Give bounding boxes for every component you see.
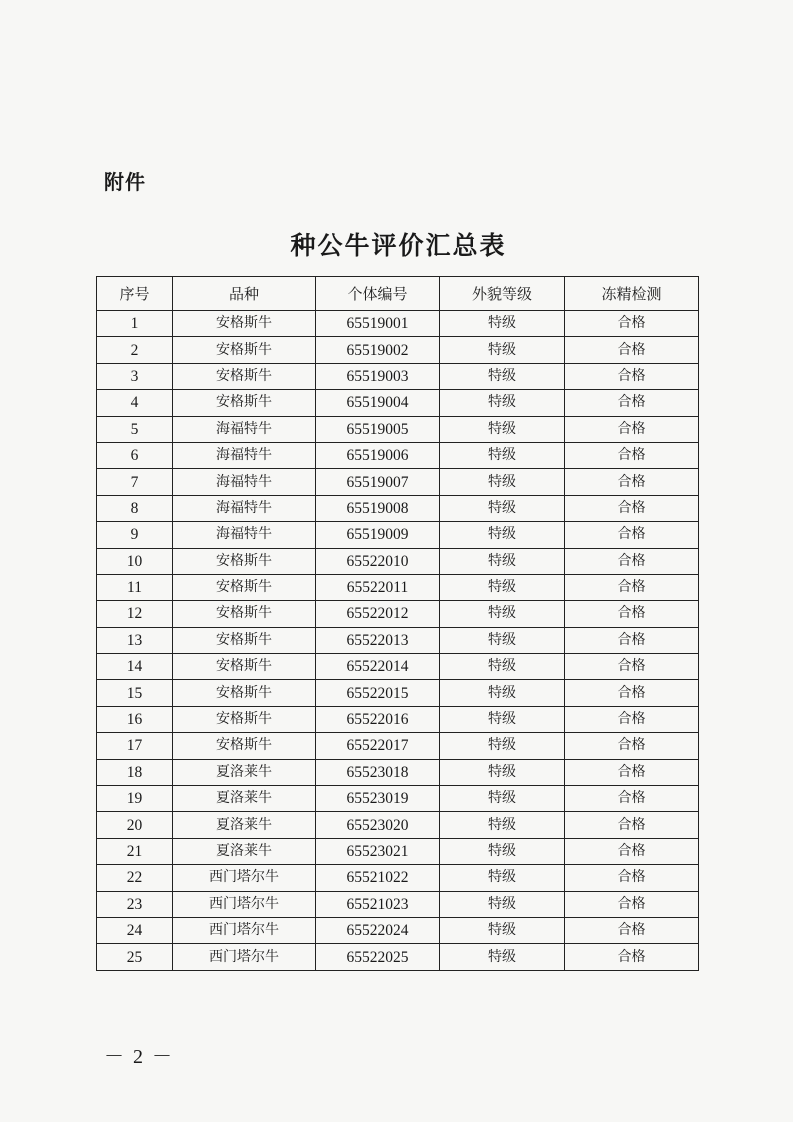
serial-number-cell: 21 (97, 838, 173, 864)
serial-number-cell: 3 (97, 363, 173, 389)
table-row (97, 390, 699, 416)
semen-test-cell: 合格 (565, 495, 699, 521)
table-row (97, 706, 699, 732)
summary-table (96, 276, 699, 971)
individual-id-cell: 65519003 (316, 363, 440, 389)
individual-id-cell: 65522013 (316, 627, 440, 653)
appearance-grade-cell: 特级 (440, 442, 565, 468)
semen-test-cell: 合格 (565, 337, 699, 363)
semen-test-cell: 合格 (565, 416, 699, 442)
semen-test-cell: 合格 (565, 627, 699, 653)
table-row (97, 733, 699, 759)
table-header (97, 277, 699, 311)
table-row (97, 469, 699, 495)
serial-number-cell: 20 (97, 812, 173, 838)
table-row (97, 495, 699, 521)
appearance-grade-cell: 特级 (440, 812, 565, 838)
individual-id-cell: 65519009 (316, 522, 440, 548)
appearance-grade-cell: 特级 (440, 706, 565, 732)
table-row (97, 838, 699, 864)
breed-cell: 海福特牛 (173, 522, 316, 548)
individual-id-cell: 65522015 (316, 680, 440, 706)
breed-cell: 安格斯牛 (173, 390, 316, 416)
individual-id-cell: 65519008 (316, 495, 440, 521)
breed-cell: 安格斯牛 (173, 706, 316, 732)
appearance-grade-cell: 特级 (440, 363, 565, 389)
semen-test-cell: 合格 (565, 390, 699, 416)
appearance-grade-cell: 特级 (440, 574, 565, 600)
individual-id-cell: 65519007 (316, 469, 440, 495)
appearance-grade-cell: 特级 (440, 416, 565, 442)
table-row (97, 416, 699, 442)
individual-id-cell: 65523020 (316, 812, 440, 838)
appearance-grade-cell: 特级 (440, 548, 565, 574)
semen-test-cell: 合格 (565, 363, 699, 389)
semen-test-cell: 合格 (565, 654, 699, 680)
serial-number-cell: 15 (97, 680, 173, 706)
individual-id-cell: 65523021 (316, 838, 440, 864)
semen-test-cell: 合格 (565, 548, 699, 574)
individual-id-cell: 65522025 (316, 944, 440, 970)
breed-cell: 夏洛莱牛 (173, 838, 316, 864)
semen-test-cell: 合格 (565, 706, 699, 732)
table-row (97, 337, 699, 363)
serial-number-cell: 2 (97, 337, 173, 363)
individual-id-cell: 65519001 (316, 311, 440, 337)
breed-cell: 西门塔尔牛 (173, 944, 316, 970)
appearance-grade-cell: 特级 (440, 627, 565, 653)
breed-cell: 安格斯牛 (173, 680, 316, 706)
table-row (97, 311, 699, 337)
appearance-grade-cell: 特级 (440, 495, 565, 521)
individual-id-cell: 65522012 (316, 601, 440, 627)
semen-test-cell: 合格 (565, 442, 699, 468)
table-row (97, 522, 699, 548)
breed-cell: 安格斯牛 (173, 627, 316, 653)
breed-cell: 海福特牛 (173, 442, 316, 468)
serial-number-cell: 14 (97, 654, 173, 680)
table-row (97, 601, 699, 627)
breed-cell: 安格斯牛 (173, 733, 316, 759)
attachment-label: 附件 (104, 170, 146, 194)
table-row (97, 812, 699, 838)
table-row (97, 654, 699, 680)
serial-number-cell: 4 (97, 390, 173, 416)
semen-test-cell: 合格 (565, 574, 699, 600)
serial-number-cell: 5 (97, 416, 173, 442)
individual-id-cell: 65519002 (316, 337, 440, 363)
serial-number-cell: 11 (97, 574, 173, 600)
breed-cell: 安格斯牛 (173, 601, 316, 627)
breed-cell: 夏洛莱牛 (173, 759, 316, 785)
breed-cell: 西门塔尔牛 (173, 891, 316, 917)
table-row (97, 917, 699, 943)
breed-cell: 海福特牛 (173, 469, 316, 495)
appearance-grade-cell: 特级 (440, 917, 565, 943)
breed-cell: 安格斯牛 (173, 311, 316, 337)
appearance-grade-cell: 特级 (440, 311, 565, 337)
individual-id-cell: 65519004 (316, 390, 440, 416)
serial-number-cell: 12 (97, 601, 173, 627)
semen-test-cell: 合格 (565, 733, 699, 759)
serial-number-cell: 23 (97, 891, 173, 917)
table-body (97, 311, 699, 971)
table-row (97, 574, 699, 600)
serial-number-cell: 25 (97, 944, 173, 970)
serial-number-cell: 17 (97, 733, 173, 759)
table-row (97, 363, 699, 389)
individual-id-cell: 65523018 (316, 759, 440, 785)
appearance-grade-cell: 特级 (440, 786, 565, 812)
serial-number-cell: 22 (97, 865, 173, 891)
serial-number-cell: 1 (97, 311, 173, 337)
semen-test-cell: 合格 (565, 601, 699, 627)
table-row (97, 548, 699, 574)
appearance-grade-cell: 特级 (440, 891, 565, 917)
individual-id-cell: 65519006 (316, 442, 440, 468)
serial-number-cell: 8 (97, 495, 173, 521)
serial-number-cell: 10 (97, 548, 173, 574)
appearance-grade-cell: 特级 (440, 733, 565, 759)
breed-cell: 安格斯牛 (173, 654, 316, 680)
semen-test-cell: 合格 (565, 680, 699, 706)
serial-number-cell: 13 (97, 627, 173, 653)
individual-id-cell: 65521023 (316, 891, 440, 917)
appearance-grade-cell: 特级 (440, 601, 565, 627)
table-row (97, 891, 699, 917)
table-row (97, 865, 699, 891)
table-row (97, 786, 699, 812)
semen-test-cell: 合格 (565, 311, 699, 337)
individual-id-cell: 65522024 (316, 917, 440, 943)
breed-cell: 夏洛莱牛 (173, 786, 316, 812)
header-breed: 品种 (173, 277, 316, 311)
semen-test-cell: 合格 (565, 917, 699, 943)
individual-id-cell: 65522011 (316, 574, 440, 600)
appearance-grade-cell: 特级 (440, 654, 565, 680)
table-row (97, 759, 699, 785)
appearance-grade-cell: 特级 (440, 680, 565, 706)
breed-cell: 安格斯牛 (173, 337, 316, 363)
serial-number-cell: 18 (97, 759, 173, 785)
breed-cell: 西门塔尔牛 (173, 865, 316, 891)
header-individual-id: 个体编号 (316, 277, 440, 311)
breed-cell: 海福特牛 (173, 416, 316, 442)
semen-test-cell: 合格 (565, 891, 699, 917)
appearance-grade-cell: 特级 (440, 865, 565, 891)
serial-number-cell: 24 (97, 917, 173, 943)
breed-cell: 安格斯牛 (173, 363, 316, 389)
individual-id-cell: 65522016 (316, 706, 440, 732)
breed-cell: 西门塔尔牛 (173, 917, 316, 943)
appearance-grade-cell: 特级 (440, 838, 565, 864)
individual-id-cell: 65523019 (316, 786, 440, 812)
appearance-grade-cell: 特级 (440, 759, 565, 785)
semen-test-cell: 合格 (565, 865, 699, 891)
header-semen-test: 冻精检测 (565, 277, 699, 311)
appearance-grade-cell: 特级 (440, 944, 565, 970)
semen-test-cell: 合格 (565, 469, 699, 495)
appearance-grade-cell: 特级 (440, 469, 565, 495)
individual-id-cell: 65519005 (316, 416, 440, 442)
semen-test-cell: 合格 (565, 812, 699, 838)
table-row (97, 627, 699, 653)
serial-number-cell: 9 (97, 522, 173, 548)
page-number: － 2 － (104, 1046, 174, 1068)
individual-id-cell: 65522010 (316, 548, 440, 574)
header-row (97, 277, 699, 311)
semen-test-cell: 合格 (565, 944, 699, 970)
table-row (97, 680, 699, 706)
individual-id-cell: 65522014 (316, 654, 440, 680)
individual-id-cell: 65522017 (316, 733, 440, 759)
serial-number-cell: 16 (97, 706, 173, 732)
header-appearance-grade: 外貌等级 (440, 277, 565, 311)
serial-number-cell: 7 (97, 469, 173, 495)
appearance-grade-cell: 特级 (440, 390, 565, 416)
table-row (97, 442, 699, 468)
appearance-grade-cell: 特级 (440, 337, 565, 363)
serial-number-cell: 6 (97, 442, 173, 468)
semen-test-cell: 合格 (565, 786, 699, 812)
serial-number-cell: 19 (97, 786, 173, 812)
semen-test-cell: 合格 (565, 522, 699, 548)
breed-cell: 夏洛莱牛 (173, 812, 316, 838)
individual-id-cell: 65521022 (316, 865, 440, 891)
semen-test-cell: 合格 (565, 759, 699, 785)
breed-cell: 安格斯牛 (173, 548, 316, 574)
semen-test-cell: 合格 (565, 838, 699, 864)
appearance-grade-cell: 特级 (440, 522, 565, 548)
table-row (97, 944, 699, 970)
header-serial-number: 序号 (97, 277, 173, 311)
breed-cell: 安格斯牛 (173, 574, 316, 600)
breed-cell: 海福特牛 (173, 495, 316, 521)
document-title: 种公牛评价汇总表 (290, 231, 507, 260)
